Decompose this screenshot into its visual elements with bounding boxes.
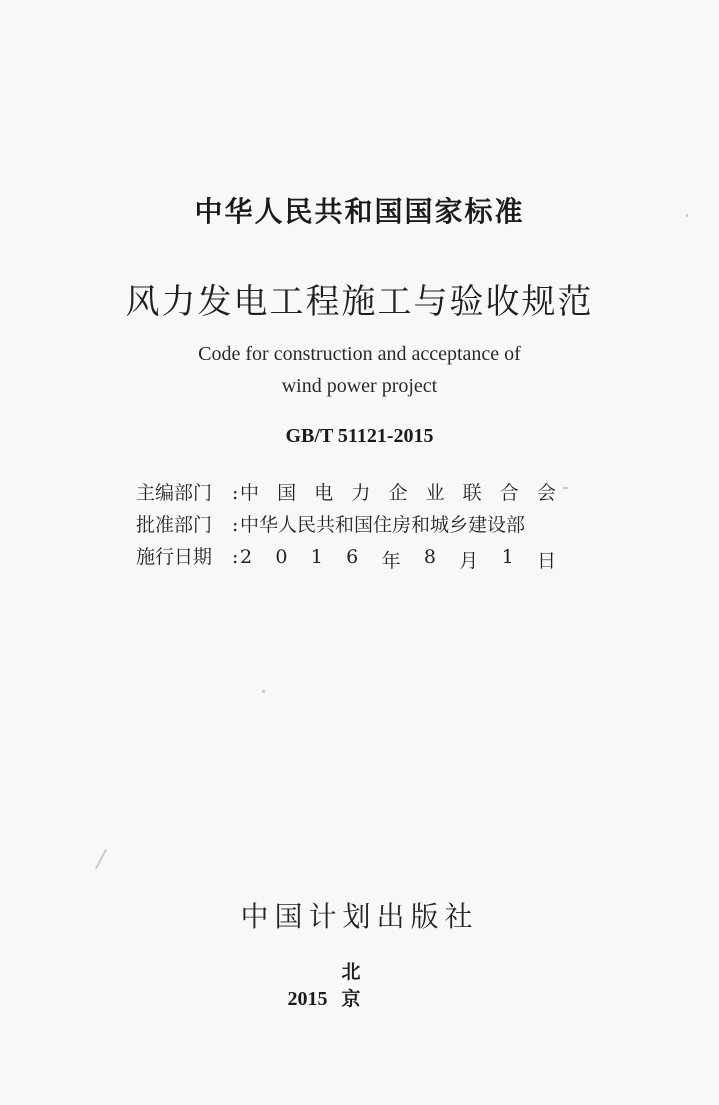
date-char: 月 bbox=[459, 550, 479, 572]
editor-char: 联 bbox=[462, 482, 482, 504]
editor-colon: : bbox=[232, 482, 239, 504]
editor-value bbox=[240, 478, 556, 505]
date-char: 日 bbox=[536, 550, 556, 572]
editor-char: 力 bbox=[351, 482, 371, 504]
approver-colon: : bbox=[232, 514, 239, 536]
editor-char: 业 bbox=[425, 482, 445, 504]
scan-speck bbox=[686, 214, 688, 217]
approver-value: 中华人民共和国住房和城乡建设部 bbox=[240, 514, 526, 536]
date-char: 6 bbox=[346, 546, 359, 568]
metadata-block bbox=[136, 478, 556, 574]
date-char: 0 bbox=[275, 546, 288, 568]
scan-speck bbox=[95, 849, 107, 869]
imprint-place: 北京 bbox=[341, 961, 411, 1010]
standard-number: GB/T 51121-2015 bbox=[285, 425, 434, 447]
publisher: 中国计划出版社 bbox=[240, 900, 479, 933]
date-char: 2 bbox=[240, 546, 253, 568]
imprint bbox=[0, 957, 719, 1011]
editor-char: 国 bbox=[277, 482, 297, 504]
date-char: 年 bbox=[381, 550, 401, 572]
english-title-line-1: Code for construction and acceptance of bbox=[198, 343, 521, 365]
approver-row bbox=[136, 510, 556, 542]
effective-date-row bbox=[136, 542, 556, 574]
effective-date-label: 施行日期 bbox=[136, 546, 213, 568]
editor-char: 会 bbox=[536, 482, 556, 504]
editor-char: 企 bbox=[388, 482, 408, 504]
english-title bbox=[0, 338, 719, 402]
effective-date-colon: : bbox=[232, 546, 239, 568]
scan-speck bbox=[262, 690, 265, 693]
imprint-year: 2015 bbox=[287, 988, 328, 1010]
editor-row bbox=[136, 478, 556, 510]
approver-label: 批准部门 bbox=[136, 514, 213, 536]
date-char: 8 bbox=[423, 546, 436, 568]
date-char: 1 bbox=[310, 546, 323, 568]
date-char: 1 bbox=[501, 546, 514, 568]
english-title-line-2: wind power project bbox=[281, 375, 438, 397]
editor-char: 中 bbox=[240, 482, 260, 504]
editor-char: 电 bbox=[314, 482, 334, 504]
series-title: 中华人民共和国国家标准 bbox=[194, 195, 525, 228]
scan-speck bbox=[563, 487, 568, 489]
effective-date-value bbox=[240, 546, 556, 573]
editor-label: 主编部门 bbox=[136, 482, 213, 504]
chinese-title: 风力发电工程施工与验收规范 bbox=[125, 282, 594, 322]
editor-char: 合 bbox=[499, 482, 519, 504]
